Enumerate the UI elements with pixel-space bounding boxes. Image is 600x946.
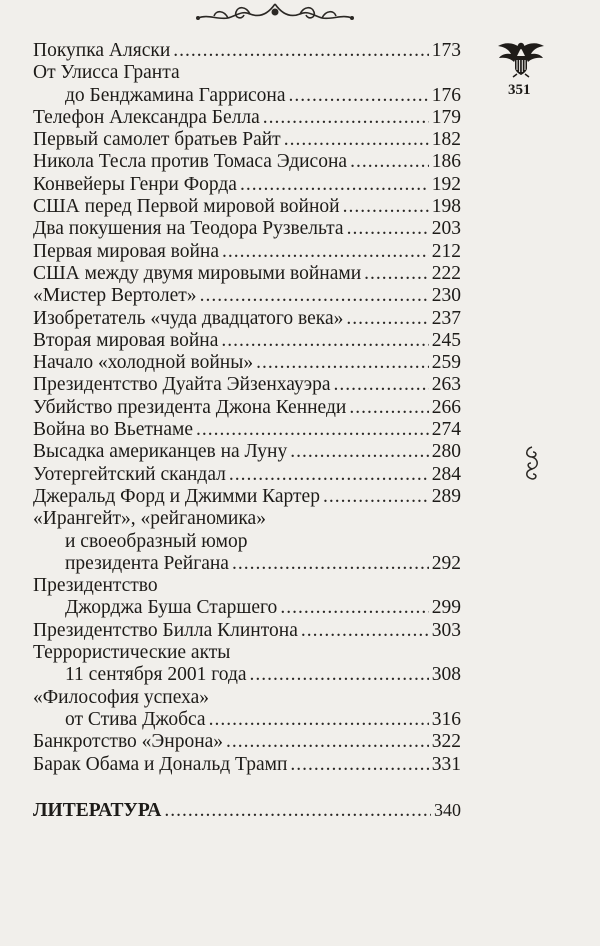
toc-line [33,709,461,731]
toc-entry [33,330,461,352]
toc-title: «Мистер Вертолет» [33,285,197,307]
toc-line [33,597,461,619]
toc-page: 274 [431,419,461,441]
toc-page: 284 [431,463,461,485]
toc-entry [33,196,461,218]
toc-leader [222,241,429,263]
toc-title: Джорджа Буша Старшего [65,597,278,619]
toc-page: 212 [431,240,461,262]
toc-entry [33,575,461,620]
toc-page: 322 [431,731,461,753]
toc-line [33,62,461,84]
toc-line [33,40,461,62]
toc-entry [33,508,461,575]
toc-title: и своеобразный юмор [65,530,248,552]
toc-leader [301,620,429,642]
toc-line [33,754,461,776]
toc-line [33,352,461,374]
toc-entry [33,285,461,307]
toc-page: 192 [431,173,461,195]
toc-title: Президентство Билла Клинтона [33,619,298,641]
toc-entry [33,374,461,396]
toc-title: Президентство Дуайта Эйзенхауэра [33,374,331,396]
toc-page: 186 [431,151,461,173]
toc-page: 259 [431,352,461,374]
toc-title: до Бенджамина Гаррисона [65,84,286,106]
toc-leader [196,419,429,441]
toc-page: 198 [431,196,461,218]
toc-leader [284,129,429,151]
toc-title: 11 сентября 2001 года [65,664,247,686]
toc-line [33,330,461,352]
toc-leader [347,218,429,240]
ornament-flourish-icon [190,0,360,28]
eagle-emblem-icon [497,38,545,78]
toc-leader [323,486,429,508]
toc-entry [33,754,461,776]
toc-page: 280 [431,441,461,463]
toc-leader [346,308,428,330]
toc-entry [33,441,461,463]
toc-leader [343,196,429,218]
toc-title: Никола Тесла против Томаса Эдисона [33,151,348,173]
toc-leader [290,441,429,463]
toc-line [33,129,461,151]
toc-leader [221,330,428,352]
toc-entry [33,308,461,330]
toc-entry [33,464,461,486]
toc-page: 182 [431,129,461,151]
toc-leader [289,85,429,107]
toc-line [33,151,461,173]
toc-line [33,620,461,642]
toc-title: Вторая мировая война [33,329,219,351]
toc-page: 266 [431,396,461,418]
toc-entry [33,642,461,687]
toc-entry [33,129,461,151]
toc-entry [33,263,461,285]
toc-line [33,196,461,218]
toc-line [33,241,461,263]
toc-entry [33,174,461,196]
toc-entry-literature [33,799,461,822]
toc-title: Два покушения на Теодора Рузвельта [33,218,344,240]
toc-line [33,687,461,709]
toc-leader [200,285,429,307]
toc-title: Убийство президента Джона Кеннеди [33,396,347,418]
toc-title: Уотергейтский скандал [33,463,226,485]
toc-page: 245 [431,329,461,351]
toc-title: Первый самолет братьев Райт [33,129,281,151]
toc-line [33,174,461,196]
toc-line [33,308,461,330]
toc-title: «Философия успеха» [33,686,210,708]
toc-page: 331 [431,753,461,775]
toc-page: 203 [431,218,461,240]
toc-line [33,263,461,285]
toc-entry [33,218,461,240]
toc-page: 308 [431,664,461,686]
toc-line [33,799,461,822]
toc-leader [263,107,429,129]
toc-title: президента Рейгана [65,552,229,574]
toc-page: 173 [431,40,461,61]
toc-title: Джеральд Форд и Джимми Картер [33,485,320,507]
toc-title: Террористические акты [33,642,231,664]
toc-title: США перед Первой мировой войной [33,196,340,218]
toc-line [33,107,461,129]
toc-leader [250,664,429,686]
toc-leader [164,800,431,822]
toc-title: ЛИТЕРАТУРА [33,799,162,821]
spacer [33,776,461,799]
scroll-ornament-icon [521,445,543,481]
toc-line [33,664,461,686]
toc-entry [33,62,461,107]
toc-page: 230 [431,285,461,307]
toc-title: Барак Обама и Дональд Трамп [33,753,288,775]
toc-page: 292 [431,552,461,574]
toc-entry [33,352,461,374]
page-number: 351 [508,82,531,98]
toc-leader [256,352,429,374]
toc-title: От Улисса Гранта [33,62,180,84]
toc-leader [333,374,428,396]
toc-page: 222 [431,262,461,284]
toc-title: США между двумя мировыми войнами [33,262,362,284]
toc-title: Изобретатель «чуда двадцатого века» [33,307,344,329]
toc-line [33,464,461,486]
toc-line [33,374,461,396]
toc-page: 289 [431,485,461,507]
toc-entry [33,40,461,62]
toc-page: 340 [434,799,461,820]
toc-entry [33,419,461,441]
toc-leader [232,553,429,575]
toc-page: 299 [431,597,461,619]
toc-leader [290,754,428,776]
toc-page: 179 [431,106,461,128]
toc-title: Президентство [33,575,158,597]
toc-line [33,285,461,307]
toc-leader [240,174,429,196]
toc-title: Война во Вьетнаме [33,419,194,441]
toc-page: 316 [431,708,461,730]
toc-title: Первая мировая война [33,240,220,262]
toc-leader [229,464,429,486]
toc-leader [364,263,429,285]
toc-line [33,731,461,753]
toc-leader [226,731,429,753]
toc-entry [33,151,461,173]
toc-title: Конвейеры Генри Форда [33,173,237,195]
toc-title: Начало «холодной войны» [33,352,254,374]
toc-leader [173,40,428,62]
toc-page: 303 [431,619,461,641]
toc-line [33,397,461,419]
toc-page: 263 [431,374,461,396]
toc-line [33,508,461,530]
toc-entry [33,241,461,263]
toc-title: «Ирангейт», «рейганомика» [33,508,266,530]
toc-line [33,441,461,463]
toc-entry [33,620,461,642]
table-of-contents [33,40,461,822]
toc-entry [33,687,461,732]
toc-line [33,419,461,441]
toc-title: Высадка американцев на Луну [33,441,288,463]
toc-line [33,553,461,575]
toc-page: 176 [431,84,461,106]
toc-title: Банкротство «Энрона» [33,731,224,753]
toc-line [33,642,461,664]
toc-entry [33,731,461,753]
toc-title: Телефон Александра Белла [33,106,260,128]
toc-title: Покупка Аляски [33,40,171,61]
toc-entry [33,486,461,508]
toc-leader [280,597,428,619]
toc-line [33,531,461,553]
toc-title: от Стива Джобса [65,708,206,730]
toc-entry [33,107,461,129]
toc-leader [350,151,429,173]
toc-leader [209,709,429,731]
toc-line [33,486,461,508]
toc-leader [349,397,428,419]
toc-line [33,218,461,240]
toc-line [33,575,461,597]
toc-entry [33,397,461,419]
toc-page: 237 [431,307,461,329]
toc-line [33,85,461,107]
